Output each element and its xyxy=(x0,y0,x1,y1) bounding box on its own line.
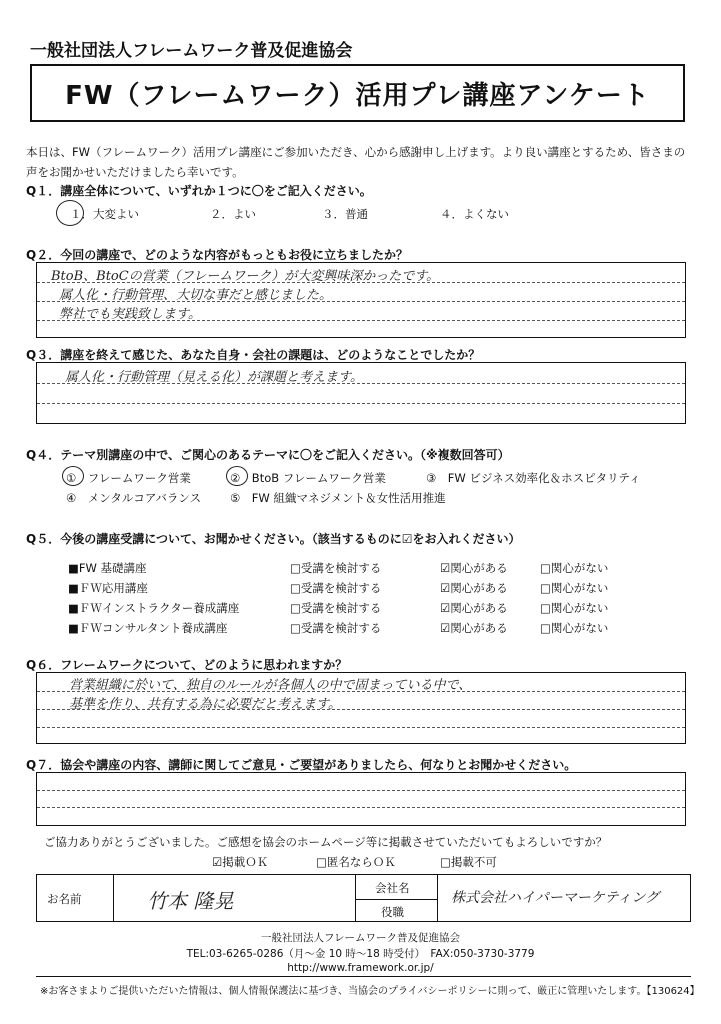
q1-option-2[interactable]: ２．よい xyxy=(210,207,256,221)
divider xyxy=(355,899,437,900)
q5-row1-not-interested[interactable]: □関心がない xyxy=(540,561,609,575)
company-value[interactable]: 株式会社ハイパーマーケティング xyxy=(451,890,660,906)
footer-contact: TEL:03-6265-0286（月～金 10 時～18 時受付） FAX:050-3730-3779 xyxy=(186,948,535,960)
q7-line xyxy=(37,807,685,808)
q2-answer-line-2: 属人化・行動管理、大切な事だと感じました。 xyxy=(59,288,333,303)
q2-answer-box[interactable] xyxy=(36,262,686,338)
q4-label: Q４．テーマ別講座の中で、ご関心のあるテーマに〇をご記入ください。（※複数回答可） xyxy=(26,448,510,462)
q5-row-label-1: ■FW 基礎講座 xyxy=(68,561,147,575)
q5-label: Q５．今後の講座受講について、お聞かせください。（該当するものに☑をお入れください） xyxy=(26,532,521,546)
q5-row3-interested[interactable]: ☑関心がある xyxy=(440,601,508,615)
privacy-note: ※お客さまよりご提供いただいた情報は、個人情報保護法に基づき、当協会のプライバシーポリシーに則って、厳正に管理いたします。【130624】 xyxy=(40,986,700,997)
q5-row-label-2: ■ＦＷ応用講座 xyxy=(68,581,148,595)
q4-option-5[interactable]: ⑤ FW 組織マネジメント＆女性活用推進 xyxy=(230,491,446,505)
consent-option-no[interactable]: □掲載不可 xyxy=(440,855,497,869)
q4-option-2[interactable]: ② BtoB フレームワーク営業 xyxy=(230,471,386,485)
divider xyxy=(437,875,438,921)
q5-row2-interested[interactable]: ☑関心がある xyxy=(440,581,508,595)
q5-row4-not-interested[interactable]: □関心がない xyxy=(540,621,609,635)
q5-row4-interested[interactable]: ☑関心がある xyxy=(440,621,508,635)
footer-org: 一般社団法人フレームワーク普及促進協会 xyxy=(260,932,461,944)
q5-row2-not-interested[interactable]: □関心がない xyxy=(540,581,609,595)
q3-answer-box[interactable] xyxy=(36,362,686,424)
intro-text: 本日は、FW（フレームワーク）活用プレ講座にご参加いただき、心から感謝申し上げます。より良い講座とするため、皆さまの声をお聞かせいただけましたら幸いです。 xyxy=(26,145,686,179)
consent-option-anonymous[interactable]: □匿名ならＯＫ xyxy=(316,855,396,869)
name-label: お名前 xyxy=(47,892,82,906)
q6-line xyxy=(37,727,685,728)
footer-url[interactable]: http://www.framework.or.jp/ xyxy=(287,962,434,974)
name-company-box xyxy=(36,874,691,922)
q5-row-label-4: ■ＦＷコンサルタント養成講座 xyxy=(68,621,228,635)
divider xyxy=(113,875,114,921)
footer-divider xyxy=(36,976,691,977)
q1-option-4[interactable]: ４．よくない xyxy=(440,207,509,221)
consent-question: ご協力ありがとうございました。ご感想を協会のホームページ等に掲載させていただいてもよろしいですか？ xyxy=(44,835,608,849)
q5-row4-consider[interactable]: □受講を検討する xyxy=(290,621,382,635)
q1-option-3[interactable]: ３．普通 xyxy=(322,207,368,221)
q4-option-1[interactable]: ① フレームワーク営業 xyxy=(66,471,191,485)
q7-line xyxy=(37,790,685,791)
q6-answer-line-2: 基準を作り、共有する為に必要だと考えます。 xyxy=(69,697,341,712)
company-label: 会社名 xyxy=(375,881,410,895)
organization-name: 一般社団法人フレームワーク普及促進協会 xyxy=(30,41,353,61)
q5-row2-consider[interactable]: □受講を検討する xyxy=(290,581,382,595)
q7-answer-box[interactable] xyxy=(36,772,686,826)
name-value[interactable]: 竹本 隆晃 xyxy=(147,889,234,913)
q7-label: Q７．協会や講座の内容、講師に関してご意見・ご要望がありましたら、何なりとお聞かせください。 xyxy=(26,758,577,772)
q2-answer-line-1: BtoB、BtoCの営業（フレームワーク）が大変興味深かったです。 xyxy=(51,269,440,284)
q5-row1-interested[interactable]: ☑関心がある xyxy=(440,561,508,575)
q4-option-3[interactable]: ③ FW ビジネス効率化＆ホスピタリティ xyxy=(426,471,641,485)
q3-line xyxy=(37,403,685,404)
q6-answer-box[interactable] xyxy=(36,672,686,744)
q5-row3-not-interested[interactable]: □関心がない xyxy=(540,601,609,615)
q3-label: Q３．講座を終えて感じた、あなた自身・会社の課題は、どのようなことでしたか？ xyxy=(26,348,481,362)
q5-row-label-3: ■ＦＷインストラクター養成講座 xyxy=(68,601,240,615)
title-box xyxy=(30,64,685,122)
consent-option-ok[interactable]: ☑掲載ＯＫ xyxy=(212,855,269,869)
q2-label: Q２．今回の講座で、どのような内容がもっともお役に立ちましたか？ xyxy=(26,248,408,262)
q6-label: Q６．フレームワークについて、どのように思われますか？ xyxy=(26,658,348,672)
q2-answer-line-3: 弊社でも実践致します。 xyxy=(59,307,201,322)
q6-answer-line-1: 営業組織に於いて、独自のルールが各個人の中で固まっている中で、 xyxy=(69,678,472,693)
divider xyxy=(355,875,356,921)
q1-option-1[interactable]: １．大変よい xyxy=(70,207,139,221)
role-label: 役職 xyxy=(381,905,404,919)
q3-answer-line-1: 属人化・行動管理（見える化）が課題と考えます。 xyxy=(65,370,363,385)
q5-row1-consider[interactable]: □受講を検討する xyxy=(290,561,382,575)
q1-label: Q１．講座全体について、いずれか１つに〇をご記入ください。 xyxy=(26,184,372,198)
page-title: FW（フレームワーク）活用プレ講座アンケート xyxy=(65,81,650,111)
q5-row3-consider[interactable]: □受講を検討する xyxy=(290,601,382,615)
q4-option-4[interactable]: ④ メンタルコアバランス xyxy=(66,491,202,505)
